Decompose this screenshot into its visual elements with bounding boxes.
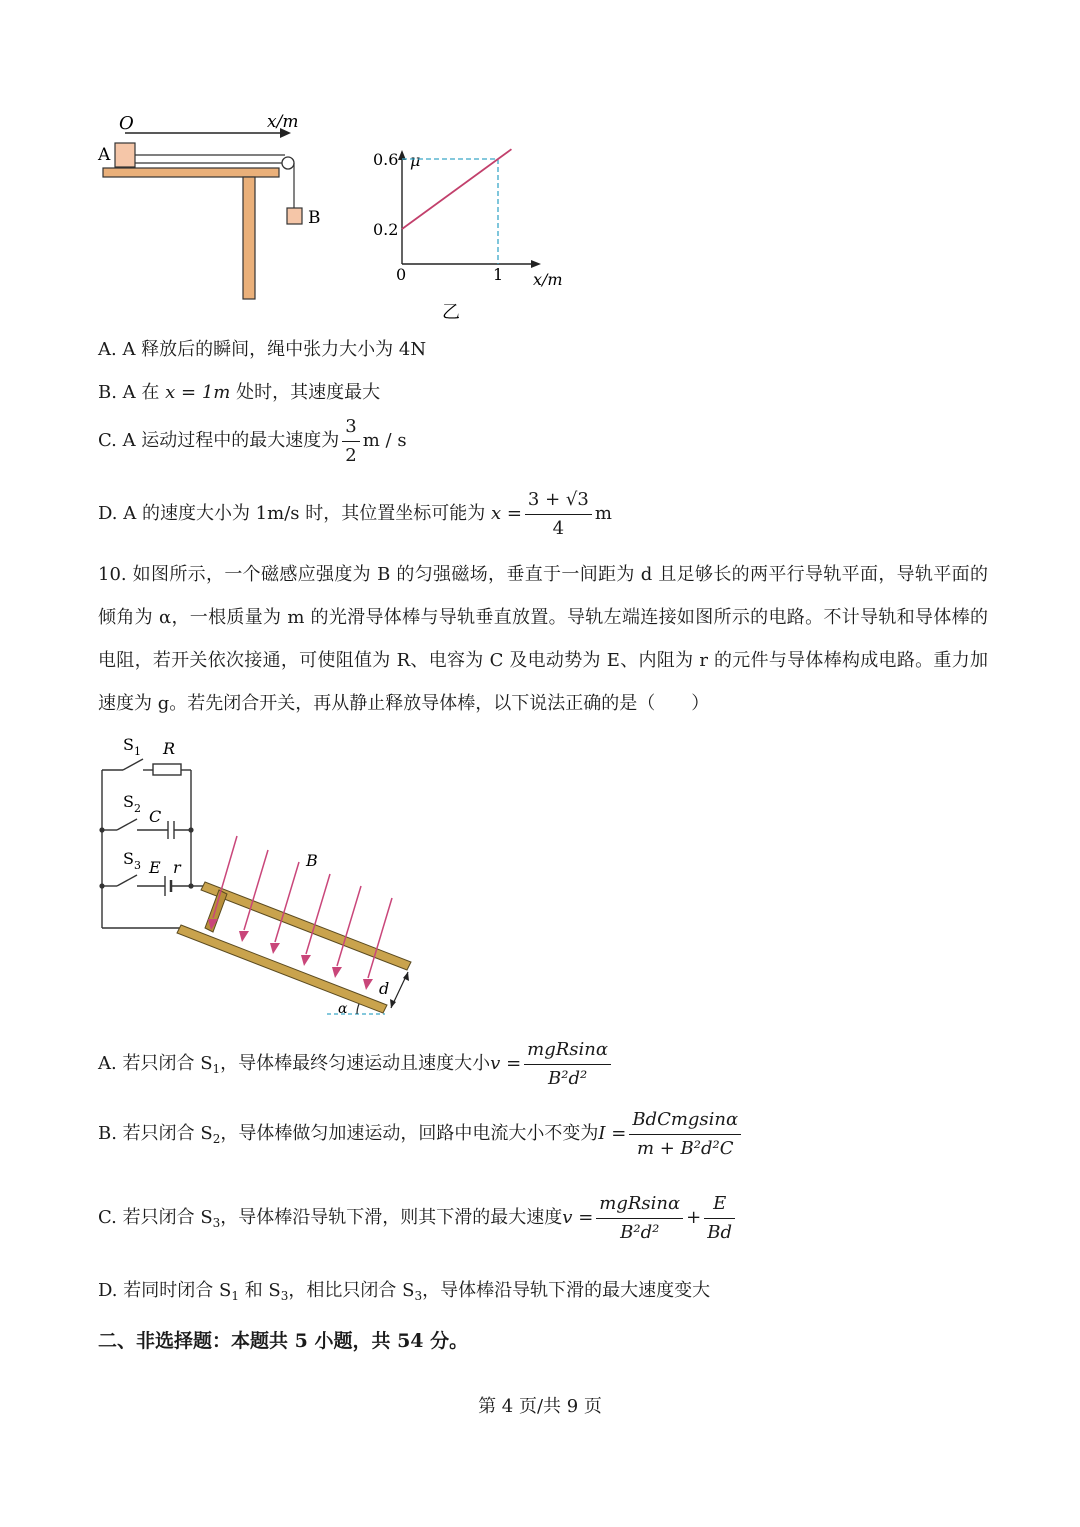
y-tick-label: 0.2	[373, 220, 399, 239]
fraction-3-sqrt3-4: $\frac{3 + √3}{4}$	[525, 488, 592, 541]
svg-text:S: S	[123, 735, 134, 754]
label-A: A	[98, 145, 111, 165]
table-top	[103, 168, 279, 177]
svg-text:E: E	[149, 858, 161, 877]
svg-text:d: d	[379, 979, 390, 998]
svg-text:R: R	[163, 739, 176, 758]
q10-option-C: C. 若只闭合 $S_3$，导体棒沿导轨下滑，则其下滑的最大速度v = $\frac{\text{mgRsinα}}{\text{B²d²}}$ + $\frac{E}{Bd}$	[98, 1190, 738, 1251]
svg-text:1: 1	[134, 745, 141, 758]
label-mu: μ	[410, 151, 421, 170]
q9-option-D: D. A 的速度大小为 1m/s 时，其位置坐标可能为 x = $\frac{3 + √3}{4}$ m	[98, 488, 612, 539]
q9-option-B: B. A 在 x = 1m 处时，其速度最大	[98, 382, 381, 403]
figure-jia	[95, 105, 335, 320]
y-tick-label: 0.6	[373, 150, 399, 169]
q9-option-A: A. A 释放后的瞬间，绳中张力大小为 4N	[98, 339, 427, 360]
svg-text:3: 3	[134, 859, 141, 872]
svg-text:α: α	[338, 1001, 348, 1017]
x-tick-label: 1	[493, 265, 504, 284]
q10-option-D: D. 若同时闭合 $S_1$ 和 $S_3$，相比只闭合 $S_3$，导体棒沿导轨下滑的最大速度变大	[98, 1280, 711, 1303]
svg-text:S: S	[123, 849, 134, 868]
label-x-axis-2: x/m	[533, 270, 563, 289]
label-x-axis: x/m	[267, 112, 299, 132]
svg-text:2: 2	[134, 802, 141, 815]
svg-text:r: r	[173, 858, 181, 877]
fraction-3-2: $\frac{3}{2}$	[342, 415, 359, 468]
label-B: B	[308, 208, 321, 228]
label-O: O	[119, 113, 134, 134]
q10-option-A: A. 若只闭合 $S_1$，导体棒最终匀速运动且速度大小v = $\frac{\text{mgRsinα}}{\text{B²d²}}$	[98, 1036, 614, 1097]
table-leg	[243, 177, 255, 299]
section-heading: 二、非选择题：本题共 5 小题，共 54 分。	[98, 1330, 469, 1352]
svg-text:C: C	[149, 807, 162, 826]
svg-text:B: B	[306, 851, 318, 870]
q10-option-B: B. 若只闭合 $S_2$，导体棒做匀加速运动，回路中电流大小不变为I = $\frac{\text{BdCmgsinα}}{\text{m + B²d²C}}$	[98, 1106, 744, 1167]
caption-yi: 乙	[442, 302, 460, 320]
page-footer: 第 4 页/共 9 页	[478, 1396, 602, 1417]
q9-option-C: C. A 运动过程中的最大速度为 $\frac{3}{2}$ m / s	[98, 415, 407, 466]
label-origin: 0	[396, 265, 407, 284]
svg-text:S: S	[123, 792, 134, 811]
figure-q10	[95, 732, 425, 1022]
figure-yi	[365, 140, 580, 320]
q10-stem: 10. 如图所示，一个磁感应强度为 B 的匀强磁场，垂直于一间距为 d 且足够长的两平行导轨平面，导轨平面的倾角为 α，一根质量为 m 的光滑导体棒与导轨垂直放置。导轨左端连接如图所示的电路。不计导轨和导体棒的电阻，若开关依次接通，可使阻值为 R、电容为 C 及电动势为 E、内阻为 r 的元件与导体棒构成电路。重力加速度为 g。若先闭合开关，再从静止释放导体棒，以下说法正确的是（ ）	[98, 564, 988, 714]
pulley	[282, 157, 294, 169]
block-B	[287, 208, 302, 224]
block-A	[115, 143, 135, 167]
